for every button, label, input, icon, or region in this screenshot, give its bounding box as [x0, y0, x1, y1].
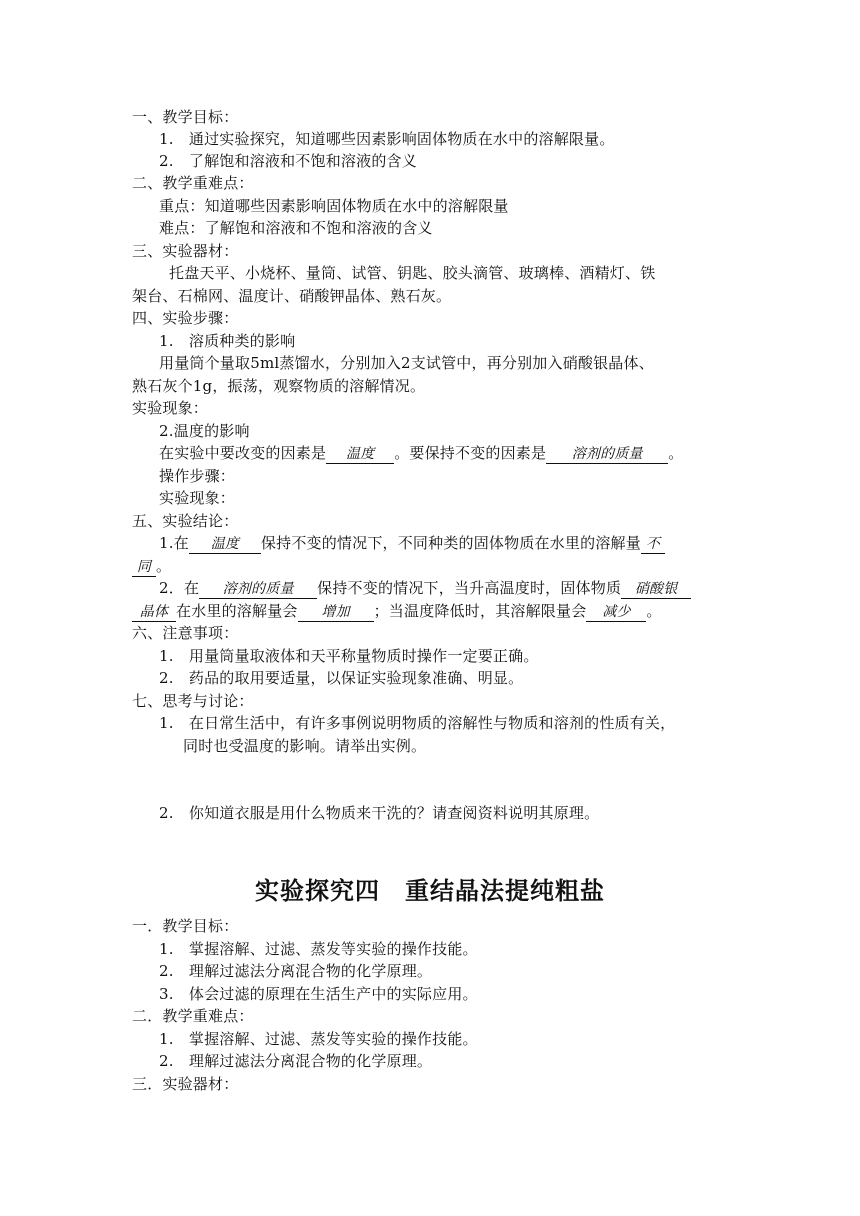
- step-item-2: 2.温度的影响: [159, 422, 250, 440]
- equipment-line-1: 托盘天平、小烧杯、量筒、试管、钥匙、胶头滴管、玻璃棒、酒精灯、铁: [169, 264, 656, 282]
- discussion-item-2: 2. 你知道衣服是用什么物质来干洗的？请查阅资料说明其原理。: [159, 804, 600, 822]
- sentence-text: 。要保持不变的因素是: [394, 444, 547, 462]
- blank-answer-different: 同: [132, 559, 156, 577]
- objective-item-2: 2. 理解过滤法分离混合物的化学原理。: [159, 962, 433, 980]
- blank-answer-solvent-mass: 溶剂的质量: [199, 581, 317, 599]
- key-point-item: 重点：知道哪些因素影响固体物质在水中的溶解限量: [159, 197, 509, 215]
- section-heading-discussion: 七、思考与讨论：: [132, 692, 254, 710]
- sentence-text: 1.在: [159, 534, 189, 552]
- sentence-text: 在实验中要改变的因素是: [159, 444, 327, 462]
- key-point-item-1: 1. 掌握溶解、过滤、蒸发等实验的操作技能。: [159, 1030, 478, 1048]
- blank-answer-different: 不: [641, 536, 665, 554]
- section-heading-objectives: 一、教学目标：: [132, 108, 239, 126]
- discussion-item-1-line-2: 同时也受温度的影响。请举出实例。: [183, 737, 427, 755]
- blank-answer-substance: 晶体: [132, 604, 176, 622]
- blank-answer-temperature: 温度: [189, 536, 261, 554]
- sentence-text: ；当温度降低时，其溶解限量会: [373, 602, 587, 620]
- section-heading-key-points: 二、教学重难点：: [132, 174, 254, 192]
- sentence-text: 2．在: [159, 579, 200, 597]
- conclusion-2-line-1: [159, 578, 691, 599]
- objective-item-1: 1. 掌握溶解、过滤、蒸发等实验的操作技能。: [159, 940, 478, 958]
- objective-item-2: 2. 了解饱和溶液和不饱和溶液的含义: [159, 152, 417, 170]
- sentence-text: 保持不变的情况下，当升高温度时，固体物质: [317, 579, 622, 597]
- note-item-1: 1. 用量筒量取液体和天平称量物质时操作一定要正确。: [159, 647, 539, 665]
- blank-answer-solvent-mass: 溶剂的质量: [546, 446, 668, 464]
- step-1-text-line-1: 用量筒个量取5ml蒸馏水，分别加入2支试管中，再分别加入硝酸银晶体、: [159, 354, 654, 372]
- objective-item-3: 3. 体会过滤的原理在生活生产中的实际应用。: [159, 985, 478, 1003]
- section-title: 实验探究四 重结晶法提纯粗盐: [255, 877, 605, 905]
- section-heading-key-points: 二．教学重难点：: [132, 1007, 254, 1025]
- observation-label: 实验现象：: [132, 399, 209, 417]
- equipment-line-2: 架台、石棉网、温度计、硝酸钾晶体、熟石灰。: [132, 287, 452, 305]
- blank-answer-decrease: 减少: [586, 604, 646, 622]
- step-2-variables-line: [159, 443, 683, 464]
- section-heading-equipment: 三．实验器材：: [132, 1075, 239, 1093]
- blank-answer-temperature: 温度: [326, 446, 394, 464]
- section-heading-objectives: 一．教学目标：: [132, 917, 239, 935]
- section-heading-notes: 六、注意事项：: [132, 624, 239, 642]
- observation-label-2: 实验现象：: [159, 489, 236, 507]
- blank-answer-increase: 增加: [298, 604, 374, 622]
- note-item-2: 2. 药品的取用要适量，以保证实验现象准确、明显。: [159, 669, 524, 687]
- sentence-text: 在水里的溶解量会: [176, 602, 298, 620]
- conclusion-1-line-1: [159, 533, 665, 554]
- sentence-text: 保持不变的情况下，不同种类的固体物质在水里的溶解量: [260, 534, 641, 552]
- blank-answer-substance: 硝酸银: [621, 581, 691, 599]
- key-point-item-2: 2. 理解过滤法分离混合物的化学原理。: [159, 1052, 433, 1070]
- sentence-text: 。: [156, 557, 172, 575]
- sentence-text: 。: [646, 602, 662, 620]
- sentence-text: 。: [668, 444, 684, 462]
- step-1-text-line-2: 熟石灰个1g，振荡，观察物质的溶解情况。: [132, 377, 426, 395]
- discussion-item-1-line-1: 1. 在日常生活中，有许多事例说明物质的溶解性与物质和溶剂的性质有关，: [159, 714, 676, 732]
- section-heading-equipment: 三、实验器材：: [132, 242, 239, 260]
- conclusion-2-line-2: [132, 601, 662, 622]
- step-item-1: 1. 溶质种类的影响: [159, 332, 296, 350]
- difficult-point-item: 难点：了解饱和溶液和不饱和溶液的含义: [159, 219, 433, 237]
- operation-steps-label: 操作步骤：: [159, 467, 236, 485]
- section-heading-steps: 四、实验步骤：: [132, 309, 239, 327]
- section-heading-conclusion: 五、实验结论：: [132, 512, 239, 530]
- objective-item-1: 1. 通过实验探究，知道哪些因素影响固体物质在水中的溶解限量。: [159, 130, 615, 148]
- conclusion-1-line-2: [132, 556, 171, 577]
